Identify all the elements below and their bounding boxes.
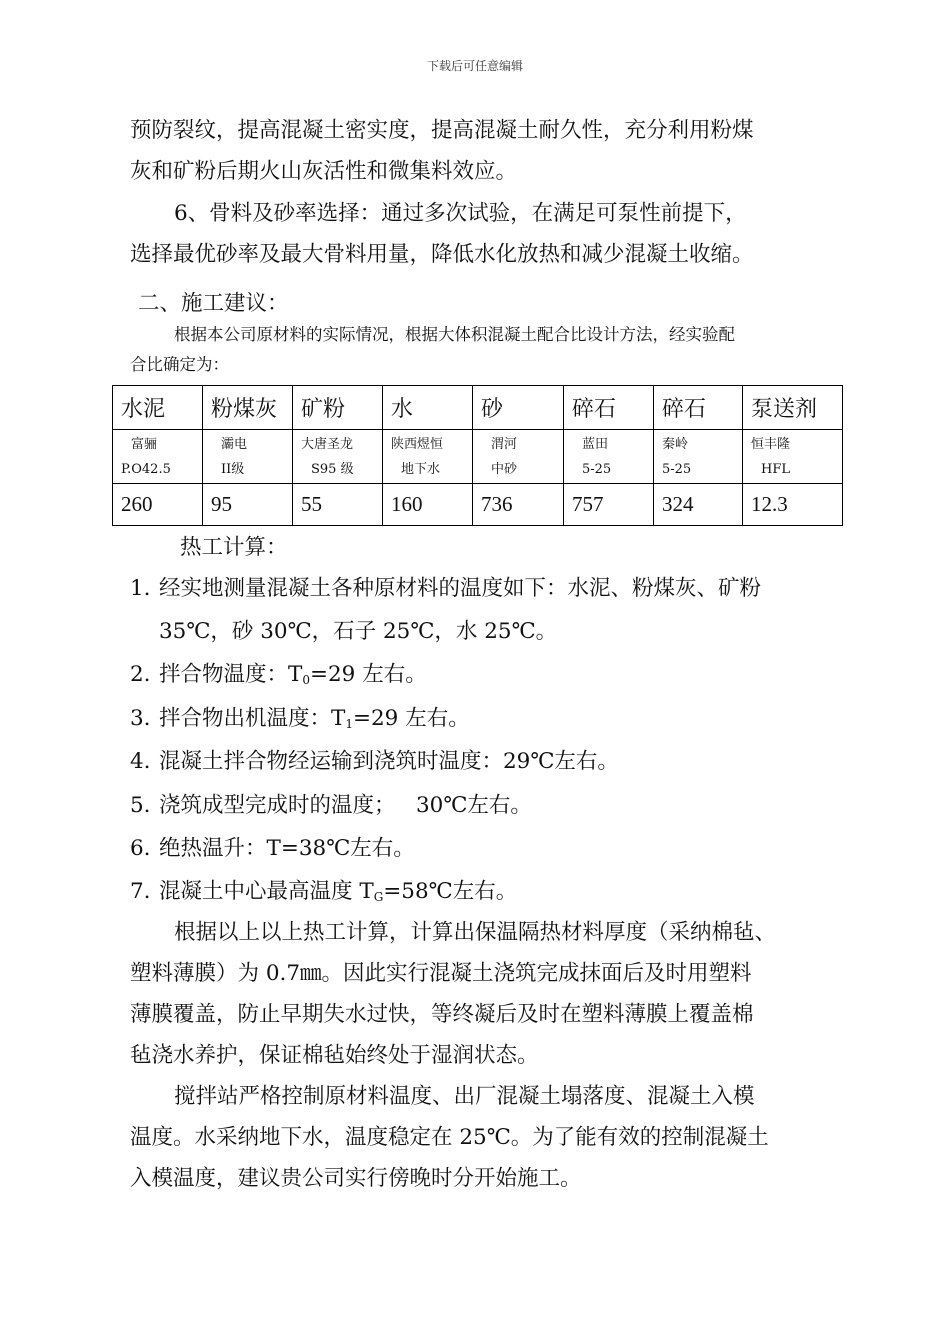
list-text: 混凝土中心最高温度 T [159, 879, 374, 904]
table-header-cell: 水泥 [113, 386, 203, 430]
spec-line: 灞电 [221, 436, 248, 452]
spec-line: 中砂 [491, 461, 518, 477]
list-text: =29 左右。 [309, 662, 427, 687]
text-line: 根据以上以上热工计算，计算出保温隔热材料厚度（采纳棉毡、 [174, 920, 777, 945]
paragraph-aggregate [130, 193, 830, 275]
text-line: 合比确定为： [130, 355, 229, 374]
table-spec-row [113, 430, 843, 484]
table-value-cell: 12.3 [743, 484, 843, 526]
table-value-cell: 160 [383, 484, 473, 526]
mix-proportion-table [112, 385, 843, 526]
table-value-cell: 324 [654, 484, 743, 526]
list-number: 2. [130, 662, 151, 687]
list-item-continuation: 35℃，砂 30℃，石子 25℃，水 25℃。 [159, 619, 558, 644]
table-spec-cell [203, 430, 293, 484]
thermal-heading: 热工计算： [180, 535, 288, 560]
spec-line: 富骊 [131, 436, 158, 452]
table-value-cell: 260 [113, 484, 203, 526]
spec-line: 秦岭 [662, 436, 689, 452]
list-number: 4. [130, 749, 151, 774]
list-text: 浇筑成型完成时的温度； 30℃左右。 [159, 793, 532, 818]
table-spec-cell [564, 430, 654, 484]
section-heading: 二、施工建议： [138, 291, 289, 316]
table-spec-cell [654, 430, 743, 484]
list-number: 1. [130, 576, 151, 601]
spec-line: HFL [761, 461, 790, 477]
table-header-cell: 碎石 [564, 386, 654, 430]
list-number: 6. [130, 836, 151, 861]
subscript: 1 [345, 717, 353, 731]
list-item [130, 571, 761, 602]
spec-line: 大唐圣龙 [301, 436, 354, 452]
list-number: 7. [130, 879, 151, 904]
spec-line: 陕西煜恒 [391, 436, 444, 452]
subscript: 0 [302, 673, 310, 687]
table-header-row [113, 386, 843, 430]
table-value-cell: 95 [203, 484, 293, 526]
list-text: =29 左右。 [352, 706, 470, 731]
text-line: 根据本公司原材料的实际情况，根据大体积混凝土配合比设计方法，经实验配 [174, 325, 735, 344]
spec-line: 地下水 [401, 461, 441, 477]
table-spec-cell [383, 430, 473, 484]
text-line: 灰和矿粉后期火山灰活性和微集料效应。 [130, 159, 518, 184]
table-value-cell: 55 [293, 484, 383, 526]
list-text: 拌合物温度：T [159, 662, 303, 687]
page-header: 下载后可任意编辑 [426, 59, 523, 73]
paragraph-mix-intro [130, 320, 830, 380]
list-item [130, 744, 619, 775]
table-spec-cell [293, 430, 383, 484]
list-item [130, 788, 532, 819]
table-spec-cell [473, 430, 564, 484]
spec-line: P.O42.5 [121, 461, 171, 477]
text-line: 薄膜覆盖，防止早期失水过快，等终凝后及时在塑料薄膜上覆盖棉 [130, 1002, 754, 1027]
list-item [130, 874, 517, 905]
table-header-cell: 粉煤灰 [203, 386, 293, 430]
list-text: 拌合物出机温度：T [159, 706, 346, 731]
paragraph-mixing-station [130, 1076, 830, 1199]
paragraph-insulation [130, 912, 830, 1076]
list-text: 混凝土拌合物经运输到浇筑时温度：29℃左右。 [159, 749, 619, 774]
list-item [130, 657, 427, 688]
text-line: 毡浇水养护，保证棉毡始终处于湿润状态。 [130, 1043, 539, 1068]
spec-line: II级 [221, 461, 245, 477]
text-line: 温度。水采纳地下水，温度稳定在 25℃。为了能有效的控制混凝土 [130, 1125, 769, 1150]
table-value-cell: 736 [473, 484, 564, 526]
table-header-cell: 碎石 [654, 386, 743, 430]
table-spec-cell [743, 430, 843, 484]
table-spec-cell [113, 430, 203, 484]
list-number: 5. [130, 793, 151, 818]
spec-line: 渭河 [491, 436, 518, 452]
text-line: 搅拌站严格控制原材料温度、出厂混凝土塌落度、混凝土入模 [174, 1084, 755, 1109]
table-header-cell: 水 [383, 386, 473, 430]
spec-line: 蓝田 [582, 436, 609, 452]
subscript: G [373, 890, 384, 904]
list-number: 3. [130, 706, 151, 731]
text-line: 6、骨料及砂率选择：通过多次试验，在满足可泵性前提下， [174, 201, 747, 226]
spec-line: S95 级 [311, 461, 354, 477]
text-line: 选择最优砂率及最大骨料用量，降低水化放热和减少混凝土收缩。 [130, 242, 754, 267]
list-text: 绝热温升：T=38℃左右。 [159, 836, 415, 861]
list-item [130, 701, 470, 732]
spec-line: 恒丰隆 [751, 436, 791, 452]
table-value-cell: 757 [564, 484, 654, 526]
table-header-cell: 砂 [473, 386, 564, 430]
table-header-cell: 泵送剂 [743, 386, 843, 430]
text-line: 预防裂纹，提高混凝土密实度，提高混凝土耐久性，充分利用粉煤 [130, 118, 754, 143]
table-header-cell: 矿粉 [293, 386, 383, 430]
list-text: 经实地测量混凝土各种原材料的温度如下：水泥、粉煤灰、矿粉 [159, 576, 762, 601]
text-line: 入模温度，建议贵公司实行傍晚时分开始施工。 [130, 1166, 582, 1191]
list-text: =58℃左右。 [383, 879, 518, 904]
spec-line: 5-25 [662, 461, 692, 477]
text-line: 塑料薄膜）为 0.7㎜。因此实行混凝土浇筑完成抹面后及时用塑料 [130, 961, 752, 986]
table-value-row [113, 484, 843, 526]
spec-line: 5-25 [582, 461, 612, 477]
paragraph-intro [130, 110, 830, 192]
list-item [130, 831, 415, 862]
